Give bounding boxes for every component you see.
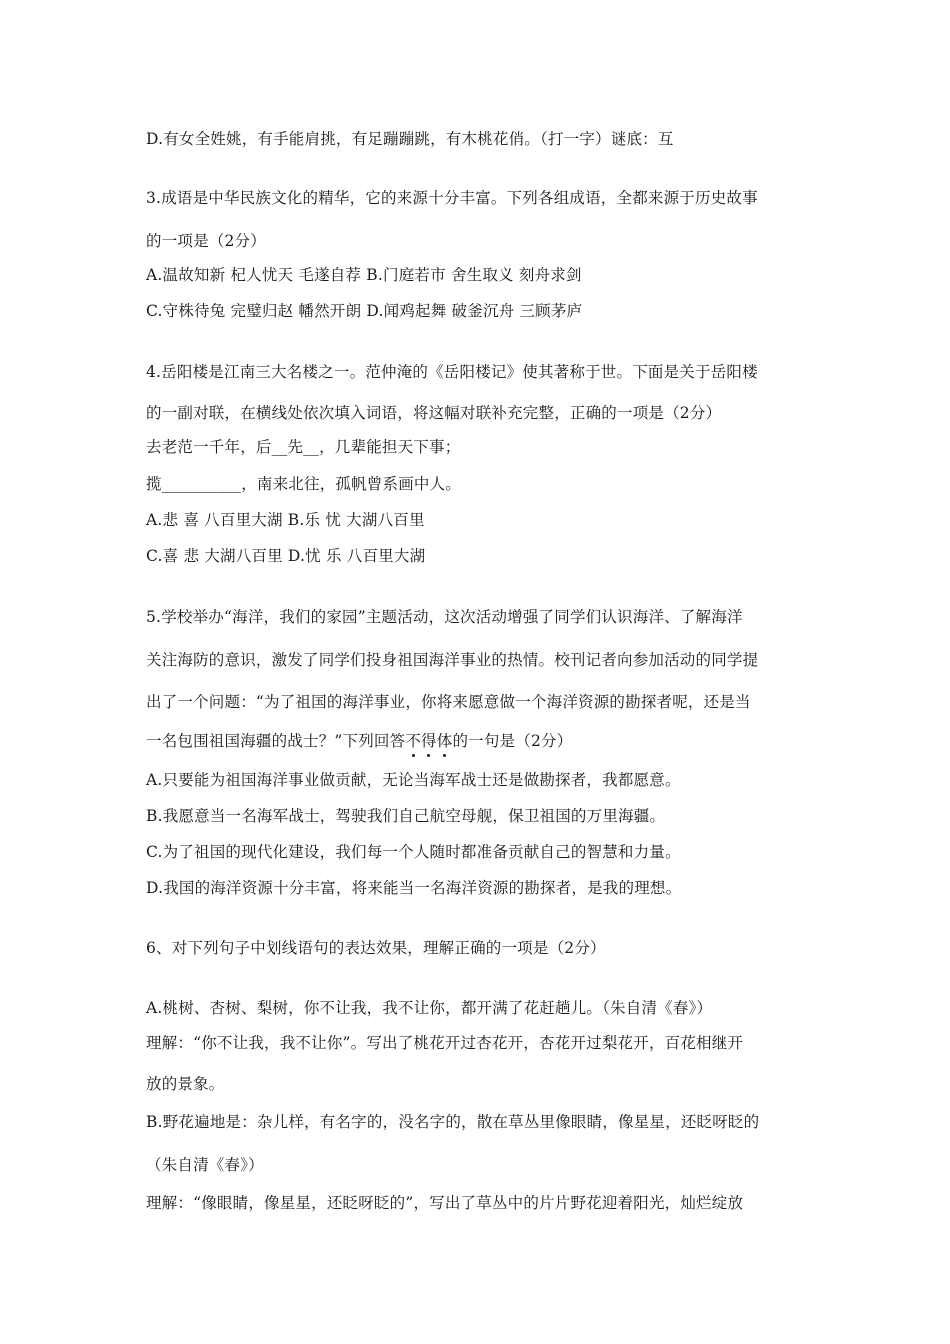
q5-stem-line-2: 关注海防的意识，激发了同学们投身祖国海洋事业的热情。校刊记者向参加活动的同学提: [146, 651, 759, 669]
q5-stem-line-4-pre: 一名包围祖国海疆的战士？”下列回答: [146, 732, 406, 750]
q6-option-a-explanation-2: 放的景象。: [146, 1075, 225, 1093]
emphasis-char: 不: [405, 732, 422, 750]
emphasis-char: 得: [421, 732, 437, 750]
emphasis-char: 体: [436, 732, 453, 750]
q3-stem-line-1: 3.成语是中华民族文化的精华，它的来源十分丰富。下列各组成语，全都来源于历史故事: [146, 189, 758, 207]
q4-couplet-line-2: 揽__________，南来北往，孤帆曾系画中人。: [146, 475, 462, 493]
q3-options-cd: C.守株待兔 完璧归赵 幡然开朗 D.闻鸡起舞 破釜沉舟 三顾茅庐: [146, 302, 583, 320]
q5-option-c: C.为了祖国的现代化建设，我们每一个人随时都准备贡献自己的智慧和力量。: [146, 843, 681, 861]
q2-option-d: D.有女全姓姚，有手能肩挑，有足蹦蹦跳，有木桃花俏。（打一字）谜底：互: [146, 130, 674, 148]
q6-option-b-explanation-1: 理解：“像眼睛，像星星，还眨呀眨的”，写出了草丛中的片片野花迎着阳光，灿烂绽放: [146, 1194, 744, 1212]
q5-stem-line-1: 5.学校举办“海洋，我们的家园”主题活动，这次活动增强了同学们认识海洋、了解海洋: [146, 608, 743, 626]
q4-options-ab: A.悲 喜 八百里大湖 B.乐 忧 大湖八百里: [146, 511, 425, 529]
q6-option-a: A.桃树、杏树、梨树，你不让我，我不让你，都开满了花赶趟儿。（朱自清《春》）: [146, 999, 713, 1017]
q6-stem: 6、对下列句子中划线语句的表达效果，理解正确的一项是（2分）: [146, 939, 606, 957]
q4-stem-line-1: 4.岳阳楼是江南三大名楼之一。范仲淹的《岳阳楼记》使其著称于世。下面是关于岳阳楼: [146, 363, 758, 381]
q4-stem-line-2: 的一副对联，在横线处依次填入词语，将这幅对联补充完整，正确的一项是（2分）: [146, 404, 722, 422]
q6-option-b: B.野花遍地是：杂儿样，有名字的，没名字的，散在草丛里像眼睛，像星星，还眨呀眨的: [146, 1113, 760, 1131]
q3-options-ab: A.温故知新 杞人忧天 毛遂自荐 B.门庭若市 舍生取义 刻舟求剑: [146, 266, 582, 284]
q5-stem-line-4-post: 的一句是（2分）: [452, 732, 573, 750]
q5-option-d: D.我国的海洋资源十分丰富，将来能当一名海洋资源的勘探者，是我的理想。: [146, 879, 682, 897]
q5-stem-line-3: 出了一个问题：“为了祖国的海洋事业，你将来愿意做一个海洋资源的勘探者呢，还是当: [146, 693, 751, 711]
q4-options-cd: C.喜 悲 大湖八百里 D.忧 乐 八百里大湖: [146, 547, 426, 565]
q4-couplet-line-1: 去老范一千年，后__先__，几辈能担天下事；: [146, 438, 461, 456]
q5-stem-line-4: [146, 731, 816, 751]
q3-stem-line-2: 的一项是（2分）: [146, 232, 266, 250]
q5-option-a: A.只要能为祖国海洋事业做贡献，无论当海军战士还是做勘探者，我都愿意。: [146, 771, 681, 789]
q6-option-a-explanation-1: 理解：“你不让我，我不让你”。写出了桃花开过杏花开，杏花开过梨花开，百花相继开: [146, 1034, 744, 1052]
q5-option-b: B.我愿意当一名海军战士，驾驶我们自己航空母舰，保卫祖国的万里海疆。: [146, 807, 666, 825]
q6-option-b-source: （朱自清《春》）: [146, 1156, 264, 1174]
